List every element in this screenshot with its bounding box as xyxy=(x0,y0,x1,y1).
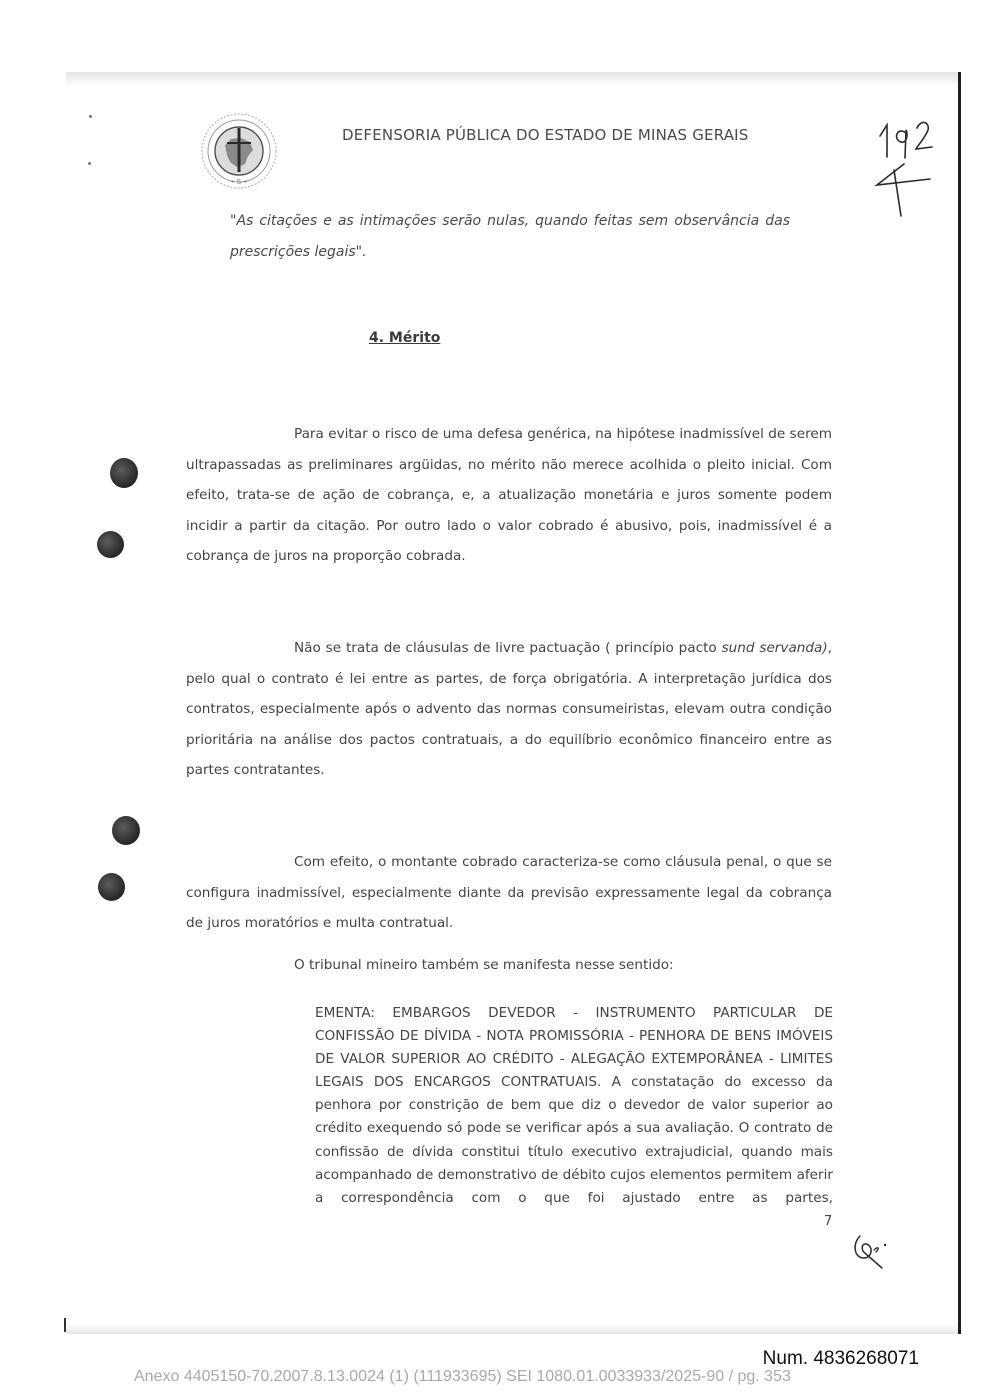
scan-top-shadow xyxy=(66,72,958,86)
paragraph xyxy=(186,847,832,939)
handwritten-initials-signature xyxy=(850,1228,890,1270)
paragraph-text xyxy=(186,633,832,786)
punch-hole xyxy=(110,458,138,488)
svg-text:• S •: • S • xyxy=(230,178,248,186)
quoted-legal-text: "As citações e as intimações serão nulas, quando feitas sem observância das prescrições legais". xyxy=(230,213,790,260)
section-heading: 4. Mérito xyxy=(369,330,441,346)
scan-speck xyxy=(89,115,92,118)
institution-title: DEFENSORIA PÚBLICA DO ESTADO DE MINAS GERAIS xyxy=(342,126,749,144)
page-number: 7 xyxy=(824,1214,833,1229)
paragraph-text: O tribunal mineiro também se manifesta nesse sentido: xyxy=(294,957,674,973)
paragraph xyxy=(186,954,832,976)
punch-hole xyxy=(97,531,124,558)
jurisprudence-ementa: EMENTA: EMBARGOS DEVEDOR - INSTRUMENTO PARTICULAR DE CONFISSÃO DE DÍVIDA - NOTA PROMISSÓRIA - PENHORA DE BENS IMÓVEIS DE VALOR SUPERIOR AO CRÉDITO - ALEGAÇÃO EXTEMPORÂNEA - LIMITES LEGAIS DOS ENCARGOS CONTRATUAIS. A constatação do excesso da penhora por constrição de bem que diz o devedor de valor superior ao crédito exequendo só pode se verificar após a sua avaliação. O contrato de confissão de dívida constitui título executivo extrajudicial, quando mais acompanhado de demonstrativo de débito cujos elementos permitem aferir a correspondência com o que foi ajustado entre as partes, xyxy=(315,1005,833,1206)
handwritten-folio-number xyxy=(872,112,948,224)
defensoria-seal-logo xyxy=(200,112,278,190)
footer-reference: Anexo 4405150-70.2007.8.13.0024 (1) (111933695) SEI 1080.01.0033933/2025-90 / pg. 353 xyxy=(134,1368,791,1385)
paragraph-text-part: Não se trata de cláusulas de livre pactuação ( princípio pacto xyxy=(294,640,722,656)
paragraph-text: Com efeito, o montante cobrado caracteriza-se como cláusula penal, o que se configura inadmissível, especialmente diante da previsão expressamente legal da cobrança de juros moratórios e multa contratual. xyxy=(186,854,832,932)
scan-speck xyxy=(88,162,91,165)
paragraph xyxy=(186,633,832,786)
paragraph-text-part: , pelo qual o contrato é lei entre as partes, de força obrigatória. A interpretação jurídica dos contratos, especialmente após o advento das normas consumeiristas, elevam outra condição prioritária na análise dos pactos contratuais, a do equilíbrio econômico financeiro entre as partes contratantes. xyxy=(186,640,832,779)
latin-term: sund servanda) xyxy=(721,640,828,656)
punch-hole xyxy=(112,816,140,845)
document-number-stamp: Num. 4836268071 xyxy=(762,1348,919,1369)
scan-bottom-shadow xyxy=(66,1324,958,1334)
scan-right-edge xyxy=(958,72,961,1334)
paragraph xyxy=(186,419,832,572)
punch-hole xyxy=(98,873,125,901)
paragraph-text: Para evitar o risco de uma defesa genérica, na hipótese inadmissível de serem ultrapassadas as preliminares argüidas, no mérito não merece acolhida o pleito inicial. Com efeito, trata-se de ação de cobrança, e, a atualização monetária e juros somente podem incidir a partir da citação. Por outro lado o valor cobrado é abusivo, pois, inadmissível é a cobrança de juros na proporção cobrada. xyxy=(186,426,832,565)
